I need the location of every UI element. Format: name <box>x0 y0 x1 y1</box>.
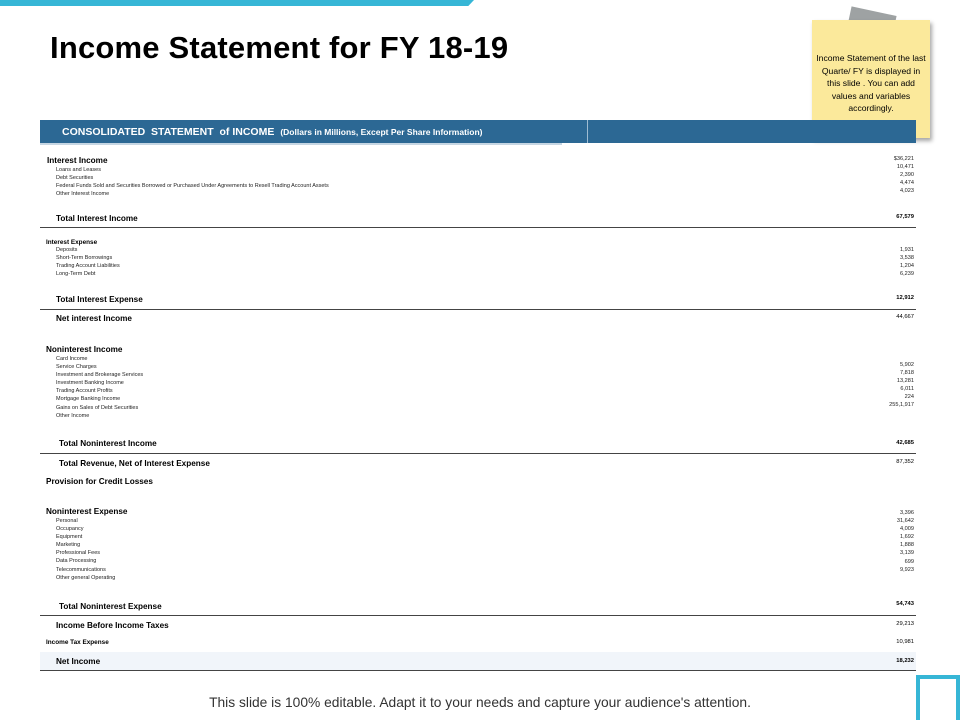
line-item: Card Income <box>56 356 88 362</box>
interest-expense-values <box>900 246 914 278</box>
line-item: Occupancy <box>56 526 84 533</box>
total-noninterest-expense-value: 54,743 <box>896 601 914 607</box>
divider <box>40 227 916 228</box>
line-value: 224 <box>904 394 914 401</box>
line-value: 2,390 <box>900 172 914 179</box>
total-revenue-label: Total Revenue, Net of Interest Expense <box>59 459 210 468</box>
noninterest-income-items <box>56 355 143 420</box>
line-value: 1,888 <box>900 542 914 549</box>
line-value: 13,281 <box>896 378 914 385</box>
line-value: 4,023 <box>900 188 914 195</box>
interest-income-title: Interest Income <box>47 156 108 165</box>
page-title: Income Statement for FY 18-19 <box>50 30 509 65</box>
line-value: 6,011 <box>900 386 914 393</box>
line-value: 10,471 <box>896 164 914 171</box>
line-value: 3,538 <box>900 255 914 262</box>
net-interest-income-label: Net interest Income <box>56 314 132 323</box>
footer-text: This slide is 100% editable. Adapt it to your needs and capture your audience's attention. <box>209 695 751 710</box>
line-item: Personal <box>56 518 78 524</box>
line-value: 5,902 <box>900 362 914 368</box>
divider <box>40 670 916 671</box>
line-item: Trading Account Profits <box>56 388 113 395</box>
divider <box>40 453 916 454</box>
line-item: Other Income <box>56 412 90 419</box>
income-tax-expense-label: Income Tax Expense <box>46 639 109 646</box>
total-interest-expense-value: 12,912 <box>896 295 914 301</box>
table-header-title: CONSOLIDATED STATEMENT of INCOME <box>62 125 275 138</box>
total-noninterest-income-label: Total Noninterest Income <box>59 439 157 448</box>
total-interest-income-value: 67,579 <box>896 214 914 220</box>
line-value: 1,692 <box>900 534 914 541</box>
line-item: Service Charges <box>56 364 97 371</box>
total-interest-expense-label: Total Interest Expense <box>56 295 143 304</box>
noninterest-income-title: Noninterest Income <box>46 345 123 354</box>
net-income-row <box>40 652 916 670</box>
line-item: Gains on Sales of Debt Securities <box>56 404 139 411</box>
net-interest-income-value: 44,667 <box>896 314 914 320</box>
interest-expense-title: Interest Expense <box>46 239 98 246</box>
line-item: Equipment <box>56 534 83 541</box>
line-item: Other general Operating <box>56 574 116 581</box>
line-item: Deposits <box>56 247 78 253</box>
line-item: Professional Fees <box>56 550 101 557</box>
divider <box>40 309 916 310</box>
line-value: 255,1,917 <box>889 402 914 409</box>
line-value: 3,396 <box>900 510 914 516</box>
income-before-taxes-label: Income Before Income Taxes <box>56 621 169 630</box>
line-item: Investment Banking Income <box>56 380 124 387</box>
divider <box>40 615 916 616</box>
line-item: Short-Term Borrowings <box>56 255 113 262</box>
line-value: 4,474 <box>900 180 914 187</box>
line-item: Other Interest Income <box>56 191 110 198</box>
line-item: Mortgage Banking Income <box>56 396 121 403</box>
noninterest-income-values <box>889 361 914 410</box>
net-income-value: 18,232 <box>896 658 914 664</box>
line-item: Data Processing <box>56 558 97 565</box>
total-noninterest-income-value: 42,685 <box>896 440 914 446</box>
line-value: 31,642 <box>896 518 914 525</box>
line-item: Telecommunications <box>56 566 106 573</box>
income-tax-expense-value: 10,981 <box>896 639 914 645</box>
line-value: 7,818 <box>900 370 914 377</box>
interest-income-items <box>56 166 329 198</box>
income-before-taxes-value: 29,213 <box>896 621 914 627</box>
table-header-subtitle: (Dollars in Millions, Except Per Share Information) <box>280 126 483 137</box>
line-value: 1,931 <box>900 247 914 253</box>
interest-income-values <box>894 155 914 195</box>
total-interest-income-label: Total Interest Income <box>56 214 138 223</box>
corner-decoration <box>916 675 960 720</box>
line-value: 699 <box>904 558 914 565</box>
line-item: Federal Funds Sold and Securities Borrowed or Purchased Under Agreements to Resell Trading Account Assets <box>56 183 329 190</box>
noninterest-expense-values <box>897 509 914 574</box>
total-revenue-value: 87,352 <box>896 459 914 465</box>
line-item: Long-Term Debt <box>56 271 96 278</box>
line-item: Debt Securities <box>56 175 94 182</box>
net-income-label: Net Income <box>56 657 101 666</box>
line-item: Loans and Leases <box>56 167 101 173</box>
line-item: Investment and Brokerage Services <box>56 372 144 379</box>
line-value: 4,009 <box>900 526 914 533</box>
line-item: Marketing <box>56 542 81 549</box>
line-value: 3,139 <box>900 550 914 557</box>
line-value: 6,239 <box>900 271 914 278</box>
line-item: Trading Account Liabilities <box>56 263 120 270</box>
noninterest-expense-title: Noninterest Expense <box>46 507 128 516</box>
line-value: 9,923 <box>900 566 914 573</box>
noninterest-expense-items <box>56 517 115 582</box>
line-value: $36,221 <box>893 156 914 162</box>
interest-expense-items <box>56 246 120 278</box>
sticky-note-text: Income Statement of the last Quarte/ FY is displayed in this slide . You can add values and variables accordingly. <box>816 53 926 114</box>
provision-label: Provision for Credit Losses <box>46 477 153 486</box>
line-value: 1,204 <box>900 263 914 270</box>
corner-decoration-inner <box>920 679 956 720</box>
total-noninterest-expense-label: Total Noninterest Expense <box>59 602 162 611</box>
